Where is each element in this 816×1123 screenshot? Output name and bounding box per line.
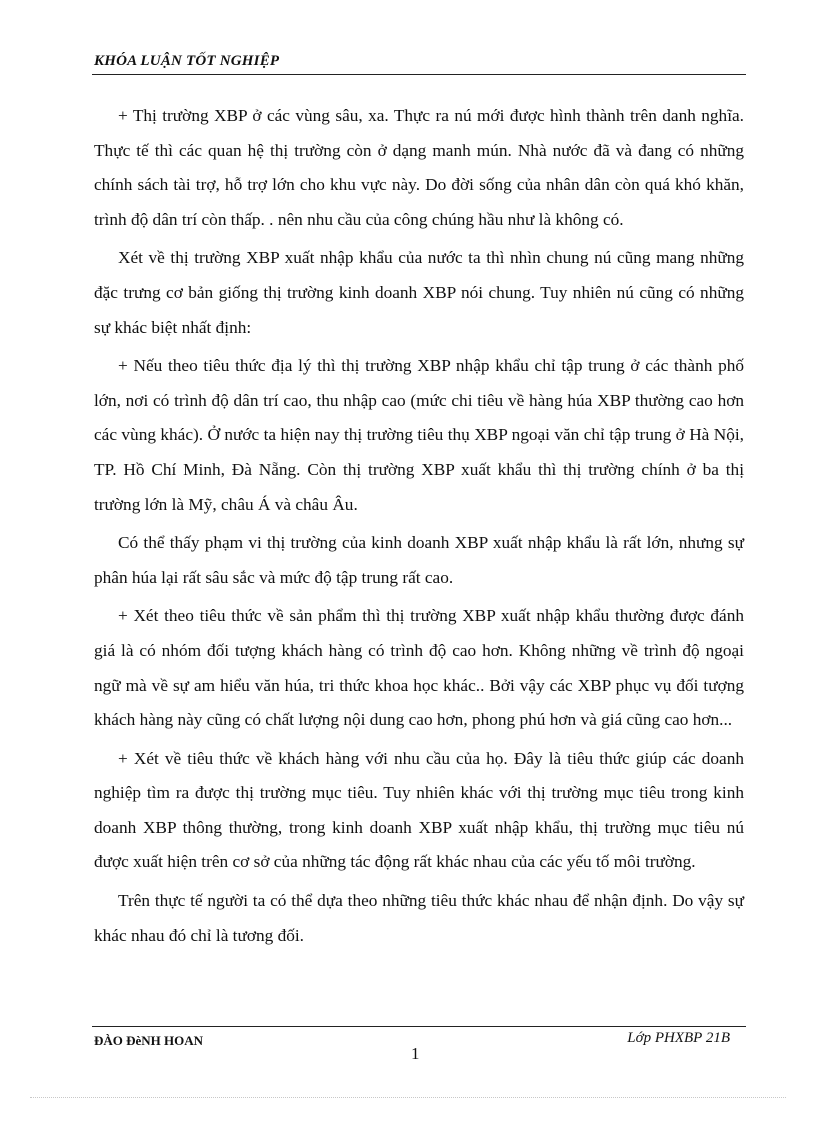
footer-class-label: Lớp PHXBP 21B bbox=[627, 1030, 730, 1046]
footer-author: ĐÀO ĐèNH HOAN bbox=[94, 1033, 204, 1048]
document-body bbox=[94, 99, 744, 957]
page-footer bbox=[92, 1026, 746, 1071]
header-title: KHÓA LUẬN TỐT NGHIỆP bbox=[94, 53, 280, 69]
paragraph: Có thể thấy phạm vi thị trường của kinh doanh XBP xuất nhập khẩu là rất lớn, nhưng sự phân húa lại rất sâu sắc và mức độ tập trung rất cao. bbox=[94, 533, 744, 587]
page-bottom-divider bbox=[30, 1097, 786, 1098]
paragraph: Trên thực tế người ta có thể dựa theo những tiêu thức khác nhau để nhận định. Do vậy sự khác nhau đó chỉ là tương đối. bbox=[94, 891, 744, 945]
paragraph: + Xét về tiêu thức về khách hàng với nhu cầu của họ. Đây là tiêu thức giúp các doanh nghiệp tìm ra được thị trường mục tiêu. Tuy nhiên khác với thị trường mục tiêu trong kinh doanh XBP thông thường, trong kinh doanh XBP xuất nhập khẩu, thị trường mục tiêu nú được xuất hiện trên cơ sở của những tác động rất khác nhau của các yếu tố môi trường. bbox=[94, 748, 744, 872]
page-header bbox=[92, 52, 746, 75]
page-number: 1 bbox=[411, 1044, 420, 1063]
paragraph: + Nếu theo tiêu thức địa lý thì thị trường XBP nhập khẩu chỉ tập trung ở các thành phố lớn, nơi có trình độ dân trí cao, thu nhập cao (mức chi tiêu về hàng húa XBP thường cao hơn các vùng khác). Ở nước ta hiện nay thị trường tiêu thụ XBP ngoại văn chỉ tập trung ở Hà Nội, TP. Hồ Chí Minh, Đà Nẵng. Còn thị trường XBP xuất khẩu thì thị trường chính ở ba thị trường lớn là Mỹ, châu Á và châu Âu. bbox=[94, 356, 744, 514]
paragraph: Xét về thị trường XBP xuất nhập khẩu của nước ta thì nhìn chung nú cũng mang những đặc trưng cơ bản giống thị trường kinh doanh XBP nói chung. Tuy nhiên nú cũng có những sự khác biệt nhất định: bbox=[94, 248, 744, 337]
paragraph: + Thị trường XBP ở các vùng sâu, xa. Thực ra nú mới được hình thành trên danh nghĩa. Thực tế thì các quan hệ thị trường còn ở dạng manh mún. Nhà nước đã và đang có những chính sách tài trợ, hỗ trợ lớn cho khu vực này. Do đời sống của nhân dân còn quá khó khăn, trình độ dân trí còn thấp. . nên nhu cầu của công chúng hầu như là không có. bbox=[94, 106, 744, 229]
paragraph: + Xét theo tiêu thức về sản phẩm thì thị trường XBP xuất nhập khẩu thường được đánh giá là có nhóm đối tượng khách hàng có trình độ cao hơn. Không những về trình độ ngoại ngữ mà về sự am hiểu văn húa, tri thức khoa học khác.. Bởi vậy các XBP phục vụ đối tượng khách hàng này cũng có chất lượng nội dung cao hơn, phong phú hơn và giá cũng cao hơn... bbox=[94, 606, 744, 730]
